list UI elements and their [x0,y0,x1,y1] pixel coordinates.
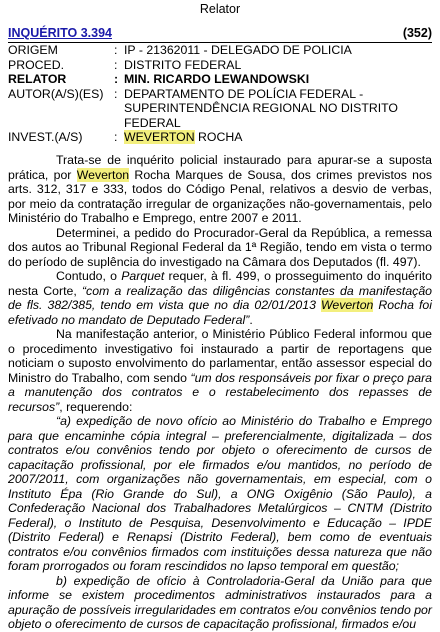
meta-label: INVEST.(A/S) [8,130,83,144]
meta-colon: : [114,43,118,57]
text: Contudo, o [56,269,122,283]
search-highlight: Weverton [320,298,374,312]
meta-row-relator [8,72,432,87]
paragraph-6 [8,574,432,632]
meta-label: ORIGEM [8,43,58,57]
quote: b) expedição de ofício à Controladoria-Geral da União para que informe se existem procedimentos administrativos instaurados para a apuração de possíveis irregularidades em contratos e/ou convênios tendo por objeto o oferecimento de cursos de capacitação profissional, firmados e/ou [8,573,432,631]
meta-label: RELATOR [8,72,67,86]
meta-label: PROCED. [8,57,65,72]
search-highlight: WEVERTON [124,130,195,144]
paragraph-3 [8,269,432,327]
text: requer, à fl. 499, o prosseguimento do inquérito nesta Corte, [8,269,432,298]
meta-value [124,87,432,131]
case-code: (352) [402,26,432,40]
quote: Rocha foi efetivado no mandato de Deputado Federal” [8,298,432,327]
autor-line: DEPARTAMENTO DE POLÍCIA FEDERAL - [124,86,364,101]
quote: “a) expedição de novo ofício ao Ministério do Trabalho e Emprego para que encaminhe cópia integral – preferencialmente, digitalizada – dos contratos e/ou convênios tendo por objeto o oferecimento de cursos de capacitação profissional, por ele firmados e/ou mantidos, no período de 2007/2011, com organizações não governamentais, em especial, com o Instituto Épa (Rio Grande do Sul), a ONG Oxigênio (São Paulo), a Confederação Nacional dos Trabalhadores Metalúrgicos – CNTM (Distrito Federal), o Instituto de Pesquisa, Desenvolvimento e Educação – IPDE (Distrito Federal) e Renapsi (Distrito Federal), bem como de eventuais contratos e/ou convênios firmados com instituições dessa natureza que não foram prorrogados ou foram rescindidos no lapso temporal em questão; [8,414,432,573]
running-title: Relator [199,2,241,16]
meta-value: MIN. RICARDO LEWANDOWSKI [124,72,310,86]
meta-value [124,130,432,145]
autor-line: FEDERAL [124,115,181,130]
autor-line: SUPERINTENDÊNCIA REGIONAL NO DISTRITO [124,101,398,115]
meta-value: IP - 21362011 - DELEGADO DE POLICIA [124,43,352,57]
meta-value: DISTRITO FEDERAL [124,57,242,72]
paragraph-4 [8,327,432,414]
meta-colon: : [114,86,118,101]
text: . [249,312,253,327]
meta-row-origem [8,43,432,58]
search-highlight: Weverton [76,167,130,182]
paragraph-5 [8,414,432,574]
meta-colon: : [114,57,118,72]
meta-row-invest [8,130,432,145]
invest-name-rest: ROCHA [194,130,243,144]
case-header [8,26,432,43]
quote: “com a realização das diligências constantes da manifestação de fls. 382/385, tendo em vista que no dia 02/01/2013 [8,283,433,312]
text: Na manifestação anterior, o Ministério Público Federal informou que o procedimento investigativo foi instaurado a partir de reportagens que noticiam o suposto envolvimento do parlamentar, então assessor especial do Ministro do Trabalho, com sendo [8,327,432,385]
paragraph-2: Determinei, a pedido do Procurador-Geral da República, a remessa dos autos ao Tribunal Regional Federal da 1ª Região, tendo em vista o termo do período de suplência do investigado na Câmara dos Deputados (fl. 497). [8,225,432,269]
meta-row-proced [8,58,432,73]
quote: “um dos responsáveis por fixar o preço para a manutenção dos contratos e o restabelecimento dos repasses de recursos” [8,370,433,414]
case-number-link[interactable]: INQUÉRITO 3.394 [8,26,112,40]
decision-body [8,153,432,632]
meta-colon: : [114,130,118,144]
text: Rocha Marques de Sousa, dos crimes previstos nos arts. 312, 317 e 333, todos do Código Penal, relativos a desvio de verbas, por meio da contratação irregular de organizações não-governamentais, pelo Ministério do Trabalho e Emprego, entre 2007 e 2011. [8,167,432,225]
text: , requerendo: [59,399,133,414]
meta-label: AUTOR(A/S)(ES) [8,86,104,101]
meta-row-autor [8,87,432,131]
italic-term: Parquet [121,269,165,283]
case-metadata [8,43,432,145]
paragraph-1 [8,153,432,226]
meta-colon: : [114,72,119,86]
text: Trata-se de inquérito policial instaurado para apurar-se a suposta prática, por [8,153,432,182]
